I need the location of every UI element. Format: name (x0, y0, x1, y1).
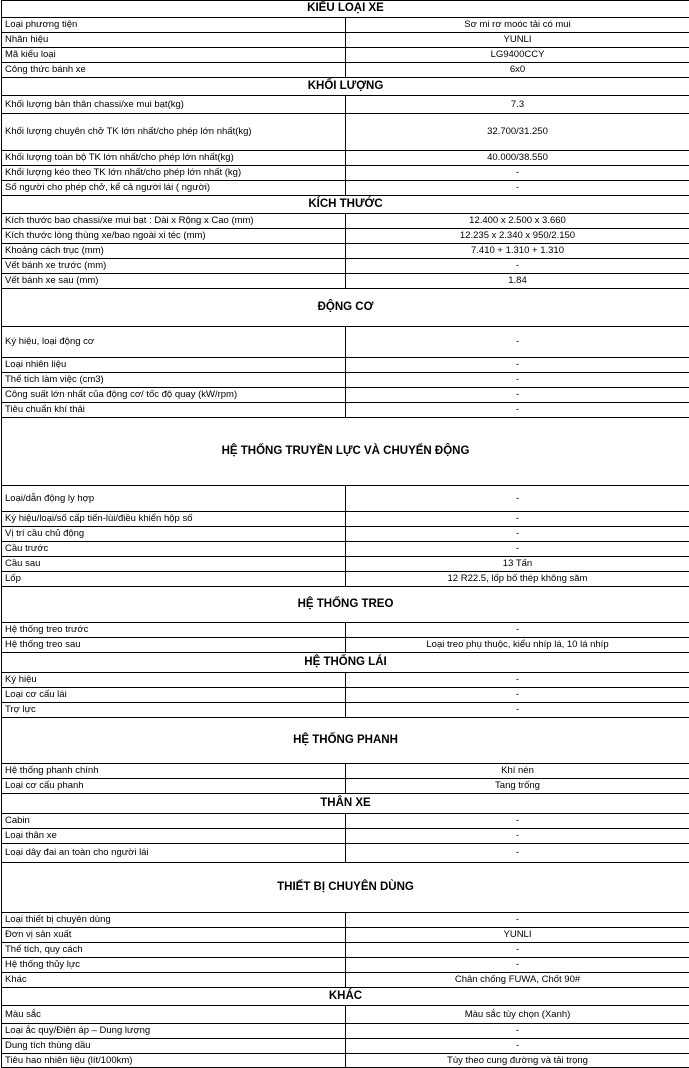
spec-sheet (1, 0, 689, 1068)
spec-row (2, 214, 689, 229)
spec-row (2, 403, 689, 418)
spec-label: Vết bánh xe trước (mm) (2, 259, 346, 274)
spec-value: - (346, 259, 689, 274)
spec-label: Cầu sau (2, 557, 346, 572)
spec-row (2, 913, 689, 928)
spec-value: 13 Tấn (346, 557, 689, 572)
spec-label: Loại thân xe (2, 829, 346, 844)
spec-row (2, 973, 689, 988)
spec-row (2, 542, 689, 557)
spec-label: Hệ thống treo sau (2, 638, 346, 653)
spec-label: Mã kiểu loại (2, 48, 346, 63)
spec-label: Màu sắc (2, 1006, 346, 1024)
section-header (2, 718, 689, 764)
spec-label: Khối lượng kéo theo TK lớn nhất/cho phép lớn nhất (kg) (2, 166, 346, 181)
spec-label: Hệ thống thủy lực (2, 958, 346, 973)
spec-row (2, 373, 689, 388)
spec-label: Hệ thống treo trước (2, 623, 346, 638)
spec-label: Vị trí cầu chủ động (2, 527, 346, 542)
spec-label: Dung tích thùng dầu (2, 1039, 346, 1054)
spec-row (2, 1039, 689, 1054)
spec-value: Loại treo phụ thuộc, kiểu nhíp lá, 10 lá nhíp (346, 638, 689, 653)
spec-row (2, 259, 689, 274)
spec-label: Công thức bánh xe (2, 63, 346, 78)
spec-value: Khí nén (346, 764, 689, 779)
spec-value: - (346, 327, 689, 358)
spec-value: - (346, 814, 689, 829)
spec-row (2, 638, 689, 653)
spec-row (2, 96, 689, 114)
spec-label: Lốp (2, 572, 346, 587)
spec-row (2, 764, 689, 779)
spec-value: YUNLI (346, 928, 689, 943)
spec-row (2, 1006, 689, 1024)
spec-table-body (2, 1, 689, 1068)
section-header (2, 289, 689, 327)
spec-row (2, 1054, 689, 1068)
section-title: HỆ THỐNG TREO (2, 587, 689, 623)
spec-value: - (346, 388, 689, 403)
spec-row (2, 512, 689, 527)
spec-value: LG9400CCY (346, 48, 689, 63)
section-header (2, 794, 689, 814)
section-title: ĐỘNG CƠ (2, 289, 689, 327)
spec-value: - (346, 623, 689, 638)
spec-row (2, 151, 689, 166)
spec-label: Khối lượng toàn bộ TK lớn nhất/cho phép lớn nhất(kg) (2, 151, 346, 166)
spec-label: Ký hiệu, loại động cơ (2, 327, 346, 358)
spec-label: Loại nhiên liệu (2, 358, 346, 373)
spec-row (2, 1024, 689, 1039)
section-title: HỆ THỐNG PHANH (2, 718, 689, 764)
spec-value: 6x0 (346, 63, 689, 78)
spec-value: Tùy theo cung đường và tải trọng (346, 1054, 689, 1068)
section-title: THIẾT BỊ CHUYÊN DÙNG (2, 863, 689, 913)
spec-value: - (346, 673, 689, 688)
spec-row (2, 779, 689, 794)
spec-row (2, 958, 689, 973)
section-header (2, 1, 689, 18)
section-header (2, 988, 689, 1006)
section-title: HỆ THỐNG LÁI (2, 653, 689, 673)
spec-value: - (346, 527, 689, 542)
spec-label: Nhãn hiệu (2, 33, 346, 48)
spec-value: - (346, 512, 689, 527)
spec-row (2, 181, 689, 196)
spec-label: Tiêu hao nhiên liệu (lít/100km) (2, 1054, 346, 1068)
spec-label: Thể tích, quy cách (2, 943, 346, 958)
spec-row (2, 814, 689, 829)
spec-value: Màu sắc tùy chọn (Xanh) (346, 1006, 689, 1024)
spec-row (2, 388, 689, 403)
spec-label: Loại cơ cấu phanh (2, 779, 346, 794)
spec-row (2, 486, 689, 512)
section-title: KHỐI LƯỢNG (2, 78, 689, 96)
spec-row (2, 48, 689, 63)
spec-row (2, 688, 689, 703)
spec-value: - (346, 1024, 689, 1039)
spec-row (2, 557, 689, 572)
spec-value: 1.84 (346, 274, 689, 289)
spec-value: - (346, 943, 689, 958)
spec-row (2, 274, 689, 289)
spec-value: 12 R22.5, lốp bố thép không săm (346, 572, 689, 587)
section-header (2, 653, 689, 673)
spec-value: - (346, 166, 689, 181)
spec-label: Khối lượng bản thân chassi/xe mui bạt(kg) (2, 96, 346, 114)
section-title: KIỂU LOẠI XE (2, 1, 689, 18)
spec-label: Loại/dẫn động ly hợp (2, 486, 346, 512)
spec-label: Khối lượng chuyên chở TK lớn nhất/cho phép lớn nhất(kg) (2, 114, 346, 151)
spec-label: Cabin (2, 814, 346, 829)
spec-label: Số người cho phép chở, kể cả người lái ( người) (2, 181, 346, 196)
spec-value: - (346, 958, 689, 973)
spec-label: Khác (2, 973, 346, 988)
spec-row (2, 829, 689, 844)
section-title: KÍCH THƯỚC (2, 196, 689, 214)
spec-label: Kích thước lòng thùng xe/bao ngoài xi téc (mm) (2, 229, 346, 244)
spec-row (2, 527, 689, 542)
spec-value: 12.235 x 2.340 x 950/2.150 (346, 229, 689, 244)
spec-label: Ký hiệu/loại/số cấp tiến-lùi/điều khiển hộp số (2, 512, 346, 527)
spec-label: Loại cơ cấu lái (2, 688, 346, 703)
spec-value: 12.400 x 2.500 x 3.660 (346, 214, 689, 229)
spec-label: Công suất lớn nhất của động cơ/ tốc độ quay (kW/rpm) (2, 388, 346, 403)
spec-label: Ký hiệu (2, 673, 346, 688)
spec-row (2, 623, 689, 638)
section-header (2, 587, 689, 623)
spec-row (2, 673, 689, 688)
spec-label: Tiêu chuẩn khí thải (2, 403, 346, 418)
spec-value: Tang trống (346, 779, 689, 794)
spec-value: 7.410 + 1.310 + 1.310 (346, 244, 689, 259)
spec-row (2, 244, 689, 259)
spec-value: Chân chống FUWA, Chốt 90# (346, 973, 689, 988)
section-header (2, 78, 689, 96)
spec-table (2, 0, 689, 1068)
spec-label: Cầu trước (2, 542, 346, 557)
section-header (2, 196, 689, 214)
spec-value: 32.700/31.250 (346, 114, 689, 151)
section-header (2, 863, 689, 913)
spec-value: - (346, 403, 689, 418)
spec-value: - (346, 913, 689, 928)
spec-row (2, 572, 689, 587)
section-title: KHÁC (2, 988, 689, 1006)
spec-row (2, 928, 689, 943)
spec-label: Hệ thống phanh chính (2, 764, 346, 779)
spec-row (2, 358, 689, 373)
spec-row (2, 18, 689, 33)
spec-value: - (346, 1039, 689, 1054)
spec-row (2, 943, 689, 958)
spec-value: Sơ mi rơ moóc tải có mui (346, 18, 689, 33)
spec-value: - (346, 703, 689, 718)
spec-label: Vết bánh xe sau (mm) (2, 274, 346, 289)
spec-label: Thể tích làm việc (cm3) (2, 373, 346, 388)
section-title: HỆ THỐNG TRUYỀN LỰC VÀ CHUYỂN ĐỘNG (2, 418, 689, 486)
spec-label: Khoảng cách trục (mm) (2, 244, 346, 259)
spec-label: Kích thước bao chassi/xe mui bạt : Dài x Rộng x Cao (mm) (2, 214, 346, 229)
spec-value: - (346, 542, 689, 557)
spec-value: - (346, 486, 689, 512)
spec-label: Loại dây đai an toàn cho người lái (2, 844, 346, 863)
spec-value: - (346, 844, 689, 863)
spec-value: - (346, 829, 689, 844)
spec-row (2, 33, 689, 48)
spec-value: 40.000/38.550 (346, 151, 689, 166)
spec-row (2, 844, 689, 863)
spec-label: Loại ắc quy/Điện áp – Dung lượng (2, 1024, 346, 1039)
spec-value: YUNLI (346, 33, 689, 48)
spec-row (2, 229, 689, 244)
spec-value: - (346, 358, 689, 373)
spec-label: Trợ lực (2, 703, 346, 718)
spec-row (2, 63, 689, 78)
spec-label: Loại thiết bị chuyên dùng (2, 913, 346, 928)
spec-value: - (346, 181, 689, 196)
spec-row (2, 703, 689, 718)
section-header (2, 418, 689, 486)
spec-value: 7.3 (346, 96, 689, 114)
spec-value: - (346, 688, 689, 703)
spec-value: - (346, 373, 689, 388)
spec-row (2, 114, 689, 151)
spec-row (2, 327, 689, 358)
section-title: THÂN XE (2, 794, 689, 814)
spec-row (2, 166, 689, 181)
spec-label: Đơn vị sản xuất (2, 928, 346, 943)
spec-label: Loại phương tiện (2, 18, 346, 33)
